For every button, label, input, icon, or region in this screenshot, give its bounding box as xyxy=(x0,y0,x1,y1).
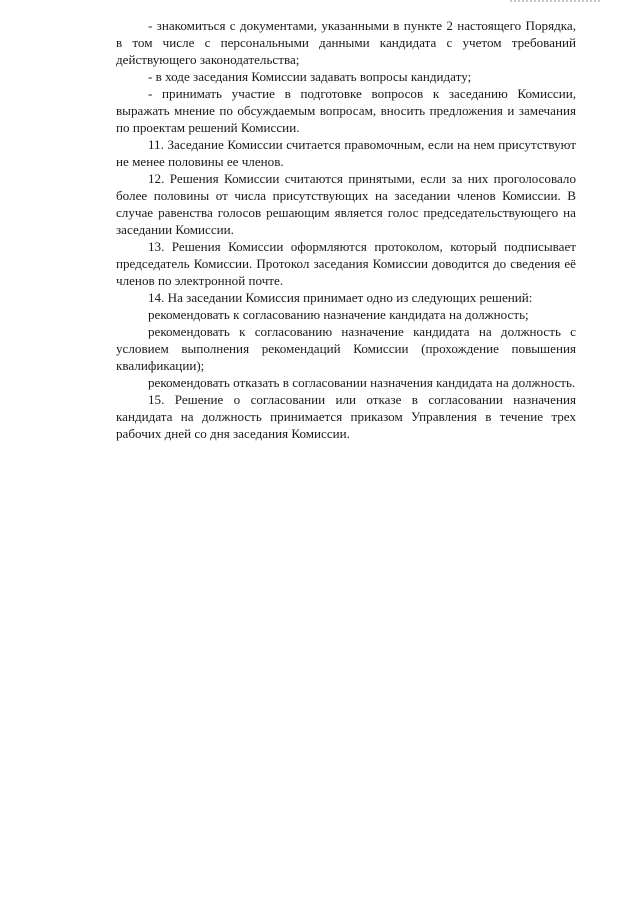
scan-artifact xyxy=(510,0,600,6)
paragraph-11-quorum: 11. Заседание Комиссии считается правомочным, если на нем присутствуют не менее половины ее членов. xyxy=(116,137,576,169)
paragraph-rights-questions: - в ходе заседания Комиссии задавать вопросы кандидату; xyxy=(148,69,472,84)
paragraph-12-decisions: 12. Решения Комиссии считаются принятыми, если за них проголосовало более половины от числа присутствующих на заседании членов Комиссии. В случае равенства голосов решающим является голос председательствующего на заседании Комиссии. xyxy=(116,171,576,237)
paragraph-14-option-refuse: рекомендовать отказать в согласовании назначения кандидата на должность. xyxy=(148,375,576,390)
paragraph-14-option-conditional: рекомендовать к согласованию назначение кандидата на должность с условием выполнения рекомендаций Комиссии (прохождение повышения квалификации); xyxy=(116,324,576,373)
document-body xyxy=(116,17,576,442)
paragraph-rights-participation: - принимать участие в подготовке вопросов к заседанию Комиссии, выражать мнение по обсуждаемым вопросам, вносить предложения и замечания по проектам решений Комиссии. xyxy=(116,86,576,135)
paragraph-14-option-approve: рекомендовать к согласованию назначение кандидата на должность; xyxy=(148,307,529,322)
paragraph-15-order: 15. Решение о согласовании или отказе в согласовании назначения кандидата на должность принимается приказом Управления в течение трех рабочих дней со дня заседания Комиссии. xyxy=(116,392,576,441)
paragraph-13-protocol: 13. Решения Комиссии оформляются протоколом, который подписывает председатель Комиссии. Протокол заседания Комиссии доводится до сведения её членов по электронной почте. xyxy=(116,239,576,288)
paragraph-rights-documents: - знакомиться с документами, указанными в пункте 2 настоящего Порядка, в том числе с персональными данными кандидата с учетом требований действующего законодательства; xyxy=(116,18,576,67)
paragraph-14-decision-types: 14. На заседании Комиссия принимает одно из следующих решений: xyxy=(148,290,533,305)
